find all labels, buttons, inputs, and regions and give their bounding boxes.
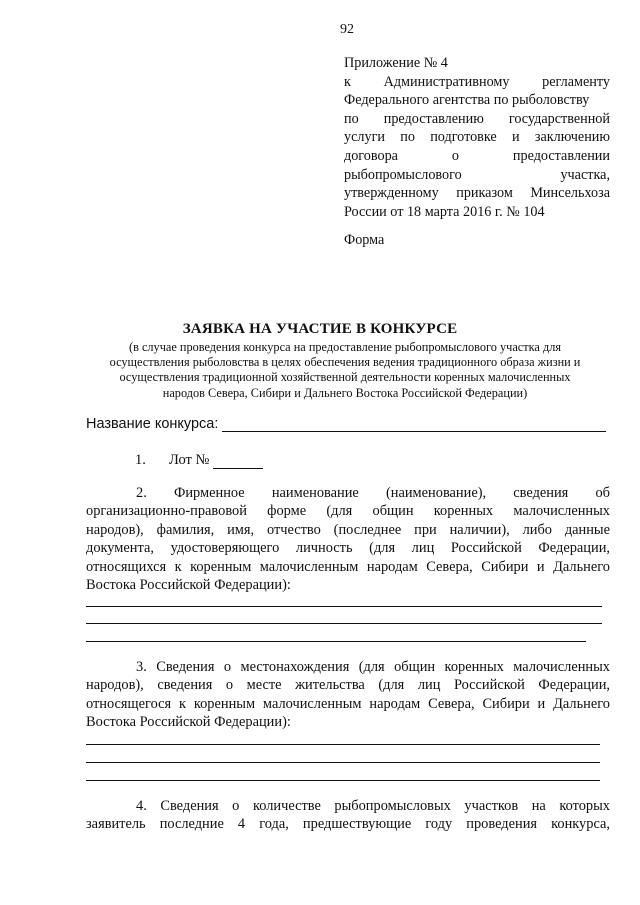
lot-field [135,452,263,469]
page-number: 92 [340,22,354,37]
document-subtitle [80,340,610,401]
form-label: Форма [344,232,385,248]
contest-name-blank[interactable] [222,415,606,432]
appendix-line: России от 18 марта 2016 г. № 104 [344,203,545,220]
appendix-line: Федерального агентства по рыболовству [344,92,590,109]
appendix-header [344,54,610,221]
section-2-blank-line[interactable] [86,606,602,607]
section-4-line: заявитель последние 4 года, предшествующие году проведения конкурса, [86,816,610,833]
appendix-line: рыбопромыслового участка, [344,166,610,183]
section-3-line: Востока Российской Федерации): [86,714,291,731]
appendix-line: услуги по подготовке и заключению [344,129,610,146]
contest-name-label: Название конкурса: [86,416,219,432]
section-2-blank-line[interactable] [86,623,602,624]
lot-label: Лот № [169,452,210,468]
section-2-line: народов), фамилия, имя, отчество (последнее при наличии), либо данные [86,521,610,538]
subtitle-line: осуществления рыболовства в целях обеспечения ведения традиционного образа жизни и [109,355,581,370]
section-4 [86,797,610,834]
section-3-blank-line[interactable] [86,780,600,781]
section-3-line: 3. Сведения о местонахождения (для общин коренных малочисленных [136,659,610,675]
section-2-blank-line[interactable] [86,641,586,642]
section-3-blank-line[interactable] [86,744,600,745]
appendix-line: договора о предоставлении [344,147,610,164]
section-2-line: относящихся к коренным малочисленным народам Севера, Сибири и Дальнего [86,558,610,575]
section-2 [86,484,610,594]
subtitle-line: осуществления традиционной хозяйственной деятельности коренных малочисленных [119,370,571,385]
section-3-line: относящегося к коренным малочисленным народам Севера, Сибири и Дальнего [86,695,610,712]
section-3-blank-line[interactable] [86,762,600,763]
subtitle-line: (в случае проведения конкурса на предоставление рыбопромыслового участка для [128,340,561,354]
appendix-line: к Административному регламенту [344,73,610,90]
lot-number-blank[interactable] [213,453,263,469]
subtitle-line: народов Севера, Сибири и Дальнего Востока Российской Федерации) [162,385,528,400]
section-3 [86,658,610,732]
contest-name-field [86,415,606,432]
section-2-line: организационно-правовой форме (для общин коренных малочисленных [86,503,610,520]
appendix-line: утвержденному приказом Минсельхоза [344,185,610,202]
appendix-line: Приложение № 4 [344,55,448,71]
section-2-line: Востока Российской Федерации): [86,577,291,594]
lot-item-number: 1. [135,452,146,468]
section-2-line: документа, удостоверяющего личность (для лиц Российской Федерации, [86,540,610,557]
appendix-line: по предоставлению государственной [344,110,610,127]
document-title: ЗАЯВКА НА УЧАСТИЕ В КОНКУРСЕ [182,321,458,337]
section-2-line: 2. Фирменное наименование (наименование), сведения об [136,485,610,501]
section-4-line: 4. Сведения о количестве рыбопромысловых участков на которых [136,798,610,814]
section-3-line: народов), сведения о месте жительства (для лиц Российской Федерации, [86,677,610,694]
